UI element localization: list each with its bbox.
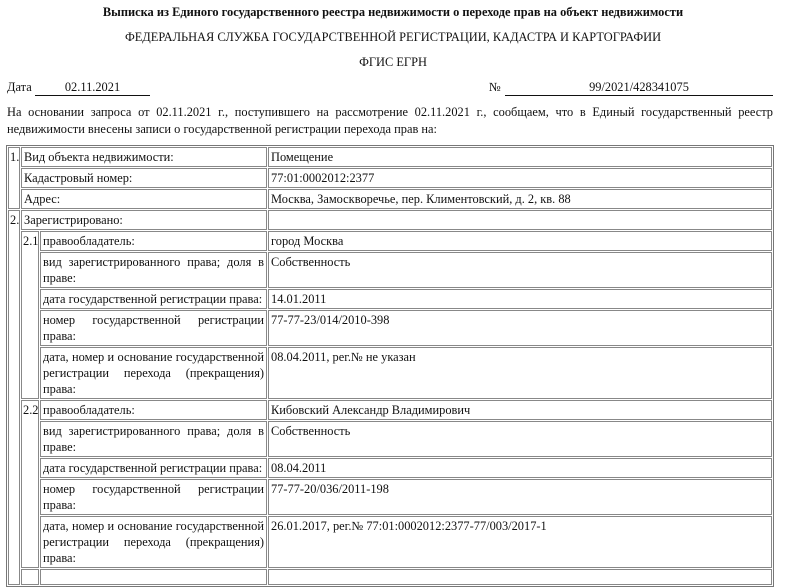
row-value: 14.01.2011 xyxy=(268,289,772,309)
row-label: Адрес: xyxy=(21,189,267,209)
row-label: Кадастровый номер: xyxy=(21,168,267,188)
table-row xyxy=(8,289,772,309)
row-label: дата государственной регистрации права: xyxy=(40,289,267,309)
rightholder-value: город Москва xyxy=(268,231,772,251)
row-label: дата, номер и основание государственной регистрации перехода (прекращения) права: xyxy=(40,516,267,568)
table-row xyxy=(8,400,772,420)
section-number: 2. xyxy=(8,210,20,585)
table-row xyxy=(8,347,772,399)
number-value: 99/2021/428341075 xyxy=(505,80,773,96)
table-row-partial xyxy=(8,569,772,585)
rightholder-value: Кибовский Александр Владимирович xyxy=(268,400,772,420)
row-label: вид зарегистрированного права; доля в праве: xyxy=(40,252,267,288)
row-label: Зарегистрировано: xyxy=(21,210,267,230)
table-row xyxy=(8,479,772,515)
date-value: 02.11.2021 xyxy=(35,80,150,96)
row-label: номер государственной регистрации права: xyxy=(40,310,267,346)
row-label: дата, номер и основание государственной регистрации перехода (прекращения) права: xyxy=(40,347,267,399)
row-value xyxy=(268,210,772,230)
agency-name: ФЕДЕРАЛЬНАЯ СЛУЖБА ГОСУДАРСТВЕННОЙ РЕГИСТРАЦИИ, КАДАСТРА И КАРТОГРАФИИ xyxy=(124,30,662,44)
cadastral-number: 77:01:0002012:2377 xyxy=(268,168,772,188)
registry-table xyxy=(6,145,774,587)
row-label: вид зарегистрированного права; доля в праве: xyxy=(40,421,267,457)
row-value: 77-77-23/014/2010-398 xyxy=(268,310,772,346)
row-label: номер государственной регистрации права: xyxy=(40,479,267,515)
row-value: 08.04.2011 xyxy=(268,458,772,478)
row-value: 26.01.2017, рег.№ 77:01:0002012:2377-77/003/2017-1 xyxy=(268,516,772,568)
table-row xyxy=(8,516,772,568)
row-value: 77-77-20/036/2011-198 xyxy=(268,479,772,515)
row-label: Вид объекта недвижимости: xyxy=(21,147,267,167)
system-name: ФГИС ЕГРН xyxy=(359,55,427,69)
row-value: Помещение xyxy=(268,147,772,167)
row-label: дата государственной регистрации права: xyxy=(40,458,267,478)
number-label: № xyxy=(489,80,501,94)
table-row xyxy=(8,210,772,230)
entry-number: 2.1 xyxy=(21,231,39,399)
row-label: правообладатель: xyxy=(40,231,267,251)
row-label xyxy=(40,569,267,585)
row-value: 08.04.2011, рег.№ не указан xyxy=(268,347,772,399)
section-number: 1. xyxy=(8,147,20,209)
address-value: Москва, Замоскворечье, пер. Климентовский, д. 2, кв. 88 xyxy=(268,189,772,209)
table-row xyxy=(8,147,772,167)
row-value: Собственность xyxy=(268,421,772,457)
document-title: Выписка из Единого государственного реестра недвижимости о переходе прав на объект недвижимости xyxy=(102,5,684,19)
table-row xyxy=(8,458,772,478)
entry-number: 2.2 xyxy=(21,400,39,568)
table-row xyxy=(8,189,772,209)
table-row xyxy=(8,421,772,457)
table-row xyxy=(8,252,772,288)
table-row xyxy=(8,310,772,346)
row-label: правообладатель: xyxy=(40,400,267,420)
row-value xyxy=(268,569,772,585)
entry-number xyxy=(21,569,39,585)
table-row xyxy=(8,168,772,188)
date-label: Дата xyxy=(7,80,32,94)
intro-text: На основании запроса от 02.11.2021 г., поступившего на рассмотрение 02.11.2021 г., сообщаем, что в Единый государственный реестр недвижимости внесены записи о государственной регистрации перехода прав на: xyxy=(7,105,773,136)
row-value: Собственность xyxy=(268,252,772,288)
table-row xyxy=(8,231,772,251)
intro-paragraph xyxy=(7,104,773,138)
